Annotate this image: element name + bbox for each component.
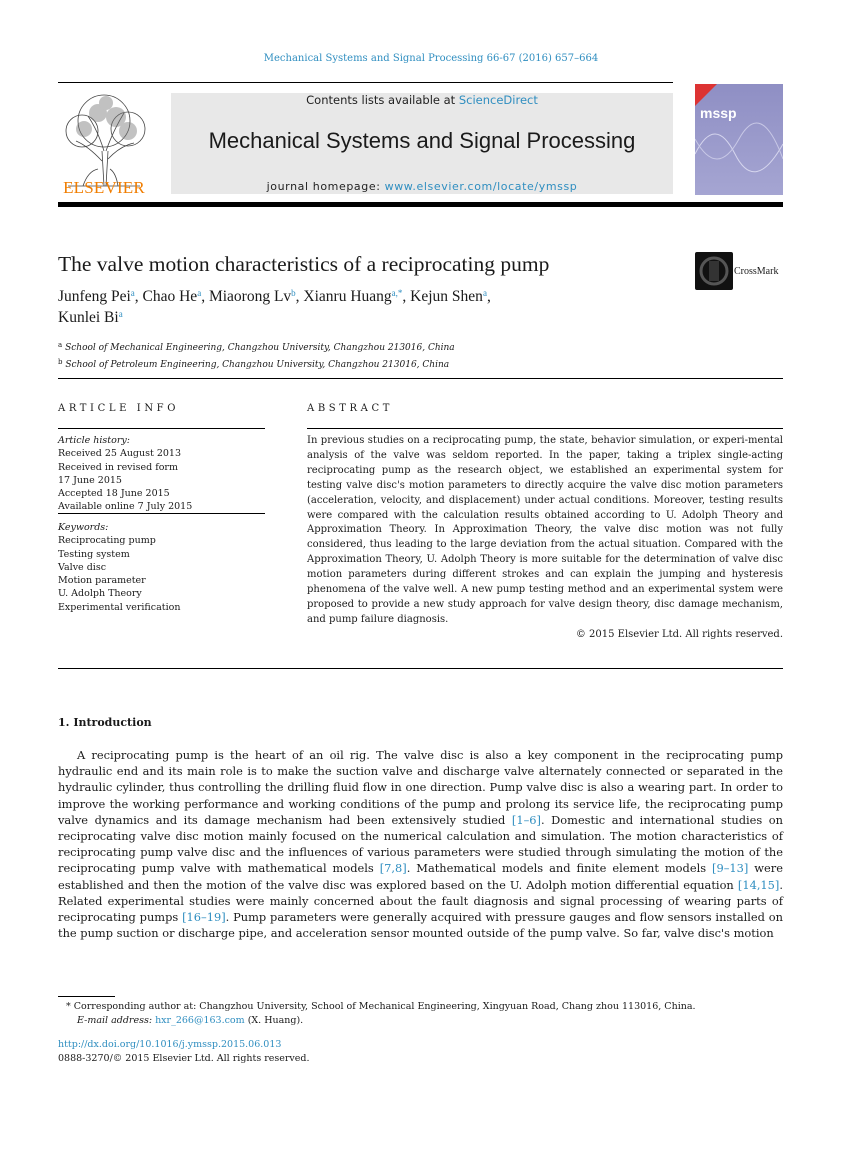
homepage-prefix: journal homepage:: [266, 180, 385, 193]
affiliation-item: [58, 339, 455, 356]
affiliation-text: School of Mechanical Engineering, Changzhou University, Changzhou 213016, China: [65, 343, 455, 353]
cover-wave-graphic: [695, 84, 783, 195]
email-suffix: (X. Huang).: [244, 1014, 304, 1026]
intro-paragraph: [58, 747, 783, 941]
keyword-item: Experimental verification: [58, 601, 181, 613]
author-name: Miaorong Lv: [208, 288, 292, 305]
doi-block: [58, 1038, 310, 1065]
history-label: Article history:: [58, 435, 130, 446]
abstract-text: [307, 434, 783, 643]
journal-homepage-link[interactable]: www.elsevier.com/locate/ymssp: [384, 180, 578, 193]
contents-prefix: Contents lists available at: [306, 93, 459, 107]
history-item: Available online 7 July 2015: [58, 501, 193, 513]
journal-reference-link[interactable]: Mechanical Systems and Signal Processing 66-67 (2016) 657–664: [263, 53, 599, 64]
affiliation-text: School of Petroleum Engineering, Changzhou University, Changzhou 213016, China: [65, 359, 450, 370]
body-text: . Related experimental studies were mainly concerned about the fault diagnosis and signal processing of wearing parts of reciprocating pumps: [58, 877, 783, 925]
body-text: . Pump parameters were generally acquired with pressure gauges and flow sensors installed on the pump suction or discharge pipe, and acceleration sensor mounted outside of the pump valve. So far, valve disc's motion: [58, 910, 783, 941]
author-name: Chao He: [142, 288, 198, 305]
divider: [58, 513, 265, 514]
sciencedirect-link[interactable]: ScienceDirect: [458, 93, 538, 107]
cover-title: mssp: [700, 105, 737, 121]
article-history: [58, 434, 268, 514]
history-item: Received 25 August 2013: [58, 448, 182, 460]
publisher-wordmark: ELSEVIER: [63, 178, 145, 197]
affiliation-mark: a: [58, 341, 63, 349]
footnote: [58, 1000, 696, 1027]
history-item: Accepted 18 June 2015: [58, 488, 170, 500]
keyword-item: Reciprocating pump: [58, 535, 156, 547]
author-line-1: Junfeng Pei$^a$, Chao He$^a$, Miaorong Lv$^b$, Xianru Huang$^{a,*}$, Kejun Shen$^a$,: [58, 288, 491, 305]
keywords-label: Keywords:: [58, 522, 109, 533]
header-thick-rule: [58, 202, 783, 207]
email-label: E-mail address:: [77, 1014, 156, 1026]
divider: [58, 668, 783, 669]
history-item: Received in revised form: [58, 461, 178, 473]
journal-cover-image: [695, 84, 783, 195]
crossmark-icon[interactable]: [695, 252, 733, 290]
crossmark-label[interactable]: CrossMark: [734, 266, 779, 277]
footnote-rule: [58, 996, 115, 997]
citation-link[interactable]: [16–19]: [182, 910, 226, 925]
author-name: Xianru Huang: [303, 288, 392, 305]
author-affiliation-mark[interactable]: a: [118, 309, 123, 319]
journal-name: Mechanical Systems and Signal Processing: [208, 128, 636, 153]
author-name: Kejun Shen: [410, 288, 483, 305]
section-heading: 1. Introduction: [58, 716, 152, 729]
abstract-paragraph: In previous studies on a reciprocating pump, the state, behavior simulation, or experi-mental analysis of the valve was seldom reported. In the paper, taking a triplex single-acting reciprocating pump as the research object, we established an experimental system for testing valve disc's motion parameters to directly acquire the valve disc motion parameters (acceleration, velocity, and displacement) under actual conditions. Moreover, testing results were compared with the calculation results obtained according to U. Adolph Theory and Approximation Theory. In Approximation Theory, the valve disc motion was not fully considered, thus leading to the large deviation from the actual situation. Compared with the Approximation Theory, U. Adolph Theory is more suitable for the determination of valve disc motion parameters during different strokes and can explain the jumping and hysteresis phenomena of the valve well. A new pump testing method and an experimental system were proposed to provide a new study approach for valve design theory, disc damage mechanism, and pump failure diagnosis.: [307, 435, 783, 625]
keywords: [58, 521, 268, 614]
citation-link[interactable]: [9–13]: [712, 861, 749, 876]
article-info-heading: ARTICLE INFO: [58, 403, 180, 414]
abstract-heading: ABSTRACT: [307, 403, 393, 414]
author-line-2: [58, 309, 123, 327]
body-text: . Mathematical models and finite element models: [406, 861, 713, 876]
keyword-item: Motion parameter: [58, 575, 146, 587]
author-affiliation-mark[interactable]: a: [197, 288, 202, 298]
affiliation-item: [58, 356, 455, 373]
divider: [307, 428, 783, 429]
email-line: [58, 1014, 696, 1028]
author-affiliation-mark[interactable]: a,*: [391, 288, 403, 298]
keyword-item: Testing system: [58, 548, 130, 560]
abstract-copyright: © 2015 Elsevier Ltd. All rights reserved.: [575, 628, 783, 640]
corresponding-author-note: * Corresponding author at: Changzhou University, School of Mechanical Engineering, Xingyuan Road, Chang zhou 113016, China.: [66, 1001, 696, 1012]
affiliation-mark: b: [58, 357, 63, 366]
issn-copyright: 0888-3270/© 2015 Elsevier Ltd. All rights reserved.: [58, 1052, 310, 1064]
contents-line: [171, 93, 673, 107]
body-text: were established and then the motion of the valve disc was explored based on the U. Adolph motion differential equation: [58, 861, 783, 892]
affiliations: [58, 339, 455, 372]
body-text: . Domestic and international studies on reciprocating valve disc motion mainly focused on the numerical calculation and simulation. The motion characteristics of reciprocating pump valve disc and the influences of various parameters were studied through simulating the motion of the reciprocating pump valve with mathematical models: [58, 812, 783, 876]
author-affiliation-mark[interactable]: b: [291, 288, 296, 298]
email-link[interactable]: hxr_266@163.com: [155, 1014, 245, 1026]
header-rule: [58, 82, 673, 83]
homepage-line: [171, 180, 673, 193]
author-affiliation-mark[interactable]: a: [482, 288, 487, 298]
author-affiliation-mark[interactable]: a: [130, 288, 135, 298]
history-item: 17 June 2015: [58, 474, 122, 486]
citation-link[interactable]: [7,8]: [379, 861, 407, 876]
citation-link[interactable]: [14,15]: [737, 877, 780, 892]
body-text: A reciprocating pump is the heart of an oil rig. The valve disc is also a key component in the reciprocating pump hydraulic end and its main role is to make the suction valve and discharge valve alternately connected or separated in the hydraulic cylinder, thus controlling the drilling fluid flow in one direction. Pump valve disc is also a wearing part. In order to improve the working performance and working conditions of the pump and prolong its service life, the reciprocating pump valve dynamics and its damage mechanism had been extensively studied: [58, 748, 783, 827]
author-name: Kunlei Bi: [58, 309, 119, 326]
article-title: The valve motion characteristics of a reciprocating pump: [58, 252, 550, 276]
divider: [58, 378, 783, 379]
author-name: Junfeng Pei: [58, 288, 131, 305]
keyword-item: U. Adolph Theory: [58, 588, 142, 600]
keyword-item: Valve disc: [58, 561, 107, 573]
doi-link[interactable]: http://dx.doi.org/10.1016/j.ymssp.2015.06.013: [58, 1039, 282, 1050]
divider: [58, 428, 265, 429]
citation-link[interactable]: [1–6]: [511, 812, 541, 827]
